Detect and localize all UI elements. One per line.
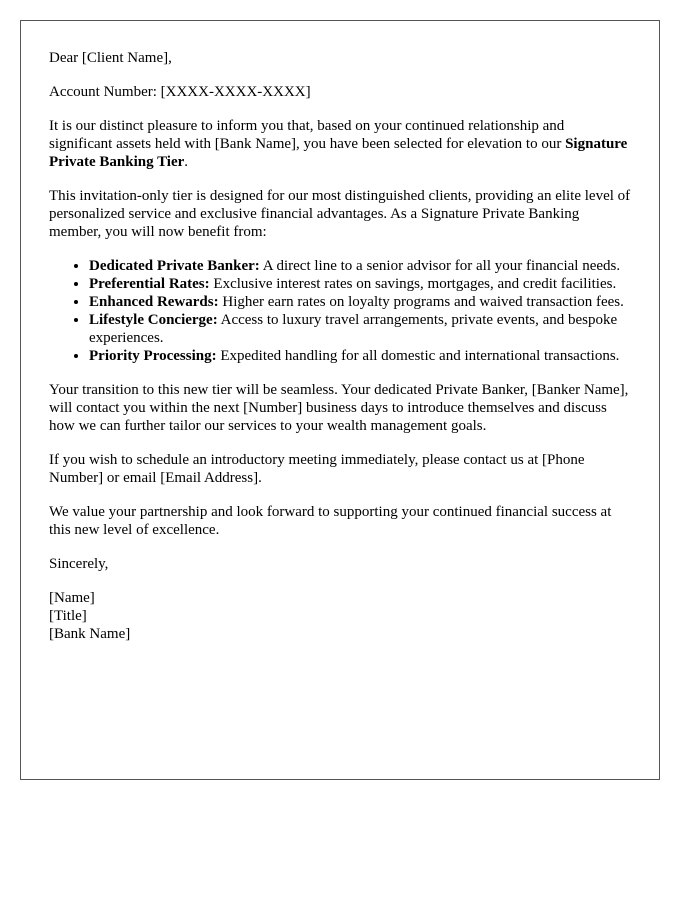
benefit-text: Expedited handling for all domestic and international transactions. <box>216 348 620 364</box>
benefit-text: Higher earn rates on loyalty programs and waived transaction fees. <box>218 294 624 310</box>
transition-paragraph: Your transition to this new tier will be seamless. Your dedicated Private Banker, [Banker Name], will contact you within the next [Number] business days to introduce themselves and discuss how we can further tailor our services to your wealth management goals. <box>49 382 629 434</box>
benefit-text: Access to luxury travel arrangements, private events, and bespoke experiences. <box>89 312 618 346</box>
benefit-item <box>89 257 631 275</box>
benefit-text: Exclusive interest rates on savings, mortgages, and credit facilities. <box>209 276 617 292</box>
sign-off: Sincerely, <box>49 556 109 572</box>
signer-name: [Name] <box>49 590 95 606</box>
account-number: Account Number: [XXXX-XXXX-XXXX] <box>49 84 311 100</box>
description-paragraph: This invitation-only tier is designed for our most distinguished clients, providing an elite level of personalized service and exclusive financial advantages. As a Signature Private Banking member, you will now benefit from: <box>49 188 631 240</box>
benefit-item <box>89 311 631 347</box>
benefit-title: Preferential Rates: <box>89 276 210 292</box>
benefit-text: A direct line to a senior advisor for all your financial needs. <box>259 258 621 274</box>
salutation: Dear [Client Name], <box>49 50 172 66</box>
intro-paragraph <box>49 117 631 171</box>
contact-paragraph: If you wish to schedule an introductory meeting immediately, please contact us at [Phone Number] or email [Email Address]. <box>49 452 585 486</box>
benefit-item <box>89 275 631 293</box>
benefit-title: Dedicated Private Banker: <box>89 258 260 274</box>
benefit-title: Enhanced Rewards: <box>89 294 219 310</box>
benefit-item <box>89 347 631 365</box>
tier-name: Signature Private Banking Tier <box>49 136 628 170</box>
benefits-list <box>49 257 631 365</box>
signer-bank: [Bank Name] <box>49 626 131 642</box>
intro-end: . <box>184 154 189 170</box>
closing-paragraph: We value your partnership and look forward to supporting your continued financial success at this new level of excellence. <box>49 504 612 538</box>
intro-text: It is our distinct pleasure to inform you that, based on your continued relationship and significant assets held with [Bank Name], you have been selected for elevation to our <box>49 118 566 152</box>
benefit-title: Priority Processing: <box>89 348 217 364</box>
signature-block <box>49 589 631 643</box>
benefit-title: Lifestyle Concierge: <box>89 312 218 328</box>
benefit-item <box>89 293 631 311</box>
letter-page <box>20 20 660 780</box>
signer-title: [Title] <box>49 608 87 624</box>
